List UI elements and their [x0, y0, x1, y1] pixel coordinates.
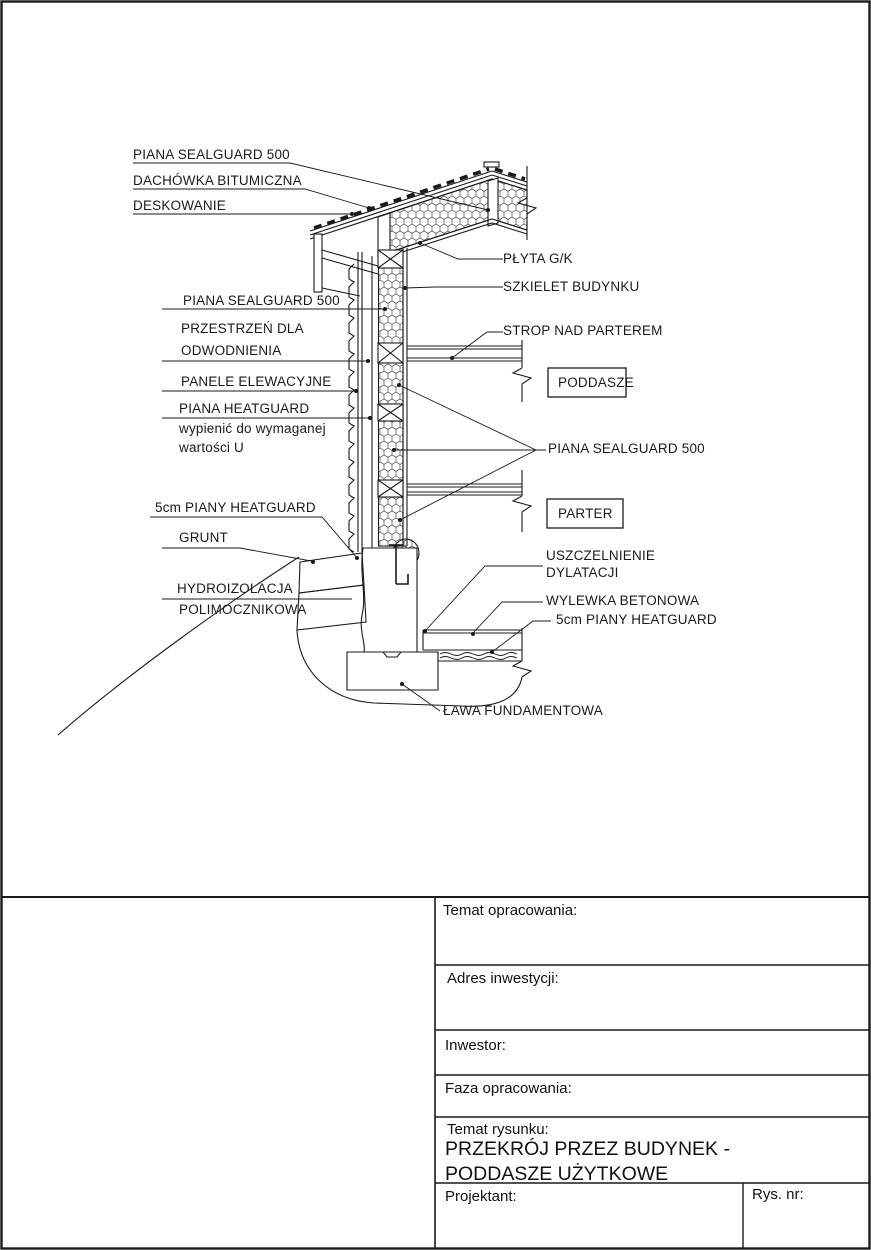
label-przestrzen-line2: ODWODNIENIA [181, 343, 282, 358]
label-piana-heatguard-note2: wartości U [179, 440, 245, 455]
label-piana-heatguard-note1: wypienić do wymaganej [179, 421, 326, 436]
roof-section [310, 162, 536, 296]
label-lawa-fundamentowa: ŁAWA FUNDAMENTOWA [443, 703, 603, 718]
label-piana-sealguard-roof: PIANA SEALGUARD 500 [133, 147, 290, 162]
field-rys-nr: Rys. nr: [752, 1186, 804, 1203]
label-piana-sealguard-wall: PIANA SEALGUARD 500 [183, 293, 340, 308]
label-przestrzen-line1: PRZESTRZEŃ DLA [181, 321, 304, 336]
label-parter: PARTER [558, 506, 613, 521]
label-5cm-piany-heatguard-left: 5cm PIANY HEATGUARD [155, 500, 316, 515]
label-uszczelnienie-line2: DYLATACJI [546, 565, 619, 580]
field-projektant: Projektant: [445, 1188, 517, 1205]
field-temat-rysunku: Temat rysunku: [447, 1121, 549, 1138]
field-faza-opracowania: Faza opracowania: [445, 1080, 572, 1097]
floor-slabs [407, 340, 531, 532]
label-strop-nad-parterem: STROP NAD PARTEREM [503, 323, 663, 338]
drawing-title-line1: PRZEKRÓJ PRZEZ BUDYNEK - [445, 1138, 730, 1160]
label-szkielet-budynku: SZKIELET BUDYNKU [503, 279, 640, 294]
field-temat-opracowania: Temat opracowania: [443, 902, 578, 919]
label-panele-elewacyjne: PANELE ELEWACYJNE [181, 374, 332, 389]
label-wylewka-betonowa: WYLEWKA BETONOWA [546, 593, 700, 608]
label-deskowanie: DESKOWANIE [133, 198, 227, 213]
field-inwestor: Inwestor: [445, 1037, 506, 1054]
label-hydroizolacja-line2: POLIMOCZNIKOWA [179, 602, 307, 617]
title-block-left-cell [3, 898, 434, 1248]
drawing-title-line2: PODDASZE UŻYTKOWE [445, 1163, 669, 1185]
label-grunt: GRUNT [179, 530, 228, 545]
label-piana-sealguard-right: PIANA SEALGUARD 500 [548, 441, 705, 456]
label-uszczelnienie-line1: USZCZELNIENIE [546, 548, 656, 563]
label-piana-heatguard: PIANA HEATGUARD [179, 401, 310, 416]
label-hydroizolacja-line1: HYDROIZOLACJA [177, 581, 293, 596]
field-adres-inwestycji: Adres inwestycji: [447, 970, 559, 987]
leader-lines [133, 163, 551, 711]
label-plyta-gk: PŁYTA G/K [503, 251, 573, 266]
label-poddasze: PODDASZE [558, 375, 634, 390]
label-dachowka-bitumiczna: DACHÓWKA BITUMICZNA [133, 173, 302, 188]
label-5cm-piany-heatguard-right: 5cm PIANY HEATGUARD [556, 612, 717, 627]
